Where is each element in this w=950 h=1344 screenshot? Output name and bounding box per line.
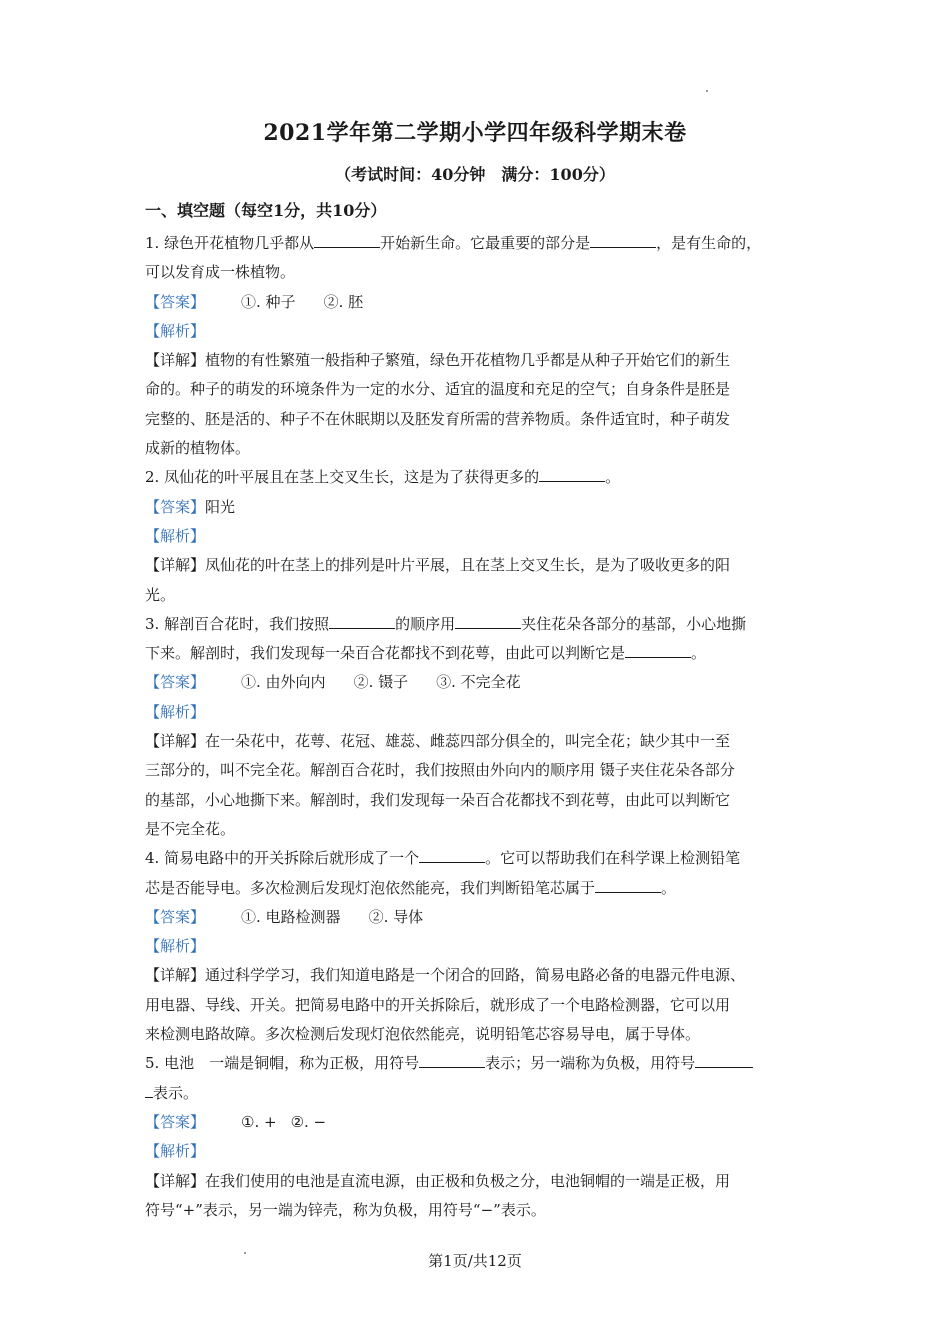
answer-label: 【答案】 bbox=[145, 907, 206, 926]
analysis-row bbox=[145, 932, 810, 961]
detail-line: 来检测电路故障。多次检测后发现灯泡依然能亮，说明铅笔芯容易导电，属于导体。 bbox=[145, 1025, 701, 1044]
question-stem: 下来。解剖时，我们发现每一朵百合花都找不到花萼，由此可以判断它是 。 bbox=[145, 644, 707, 663]
exam-subtitle: （考试时间：40分钟 满分：100分） bbox=[335, 165, 615, 184]
detail-line: 用电器、导线、开关。把简易电路中的开关拆除后，就形成了一个电路检测器，它可以用 bbox=[145, 995, 731, 1014]
answer-item: ②. − bbox=[290, 1112, 327, 1131]
answer-item: ①. 由外向内 bbox=[241, 673, 326, 692]
answer-blank bbox=[539, 467, 605, 482]
analysis-row bbox=[145, 317, 810, 346]
question-stem: 表示。 bbox=[145, 1079, 810, 1108]
analysis-row bbox=[145, 698, 810, 727]
question-4 bbox=[145, 844, 810, 1049]
analysis-row bbox=[145, 522, 810, 551]
question-stem: 1. 绿色开花植物几乎都从 开始新生命。它最重要的部分是 ，是有生命的， bbox=[145, 234, 762, 252]
answer-label: 【答案】 bbox=[145, 1112, 206, 1131]
question-stem: 芯是否能导电。多次检测后发现灯泡依然能亮，我们判断铅笔芯属于 。 bbox=[145, 878, 677, 897]
section-heading: 一、填空题（每空1分，共10分） bbox=[145, 201, 387, 220]
detail-line: 是不完全花。 bbox=[145, 819, 236, 838]
answer-blank bbox=[329, 614, 395, 629]
answer-row bbox=[145, 493, 810, 522]
answer-item: ③. 不完全花 bbox=[436, 673, 521, 692]
detail-line: 命的。种子的萌发的环境条件为一定的水分、适宜的温度和充足的空气；自身条件是胚是 bbox=[145, 380, 731, 399]
answer-item: ①. + bbox=[241, 1112, 277, 1131]
question-2 bbox=[145, 463, 810, 609]
answer-item: 阳光 bbox=[205, 497, 236, 516]
question-stem: 2. 凤仙花的叶平展且在茎上交叉生长，这是为了获得更多的 。 bbox=[145, 468, 621, 487]
question-1 bbox=[145, 229, 810, 463]
question-5 bbox=[145, 1049, 810, 1225]
analysis-label: 【解析】 bbox=[145, 321, 206, 340]
answer-row bbox=[145, 1108, 810, 1137]
detail-label: 【详解】 bbox=[145, 732, 206, 751]
answer-label: 【答案】 bbox=[145, 497, 206, 516]
answer-item: ②. 胚 bbox=[323, 292, 364, 311]
answer-blank bbox=[145, 1083, 153, 1098]
answer-blank bbox=[419, 1053, 485, 1068]
answer-item: ①. 电路检测器 bbox=[241, 907, 341, 926]
detail-line: 【详解】凤仙花的叶在茎上的排列是叶片平展，且在茎上交叉生长，是为了吸收更多的阳 bbox=[145, 556, 731, 575]
answer-blank bbox=[695, 1053, 753, 1068]
answer-label: 【答案】 bbox=[145, 292, 206, 311]
detail-line: 完整的、胚是活的、种子不在休眠期以及胚发育所需的营养物质。条件适宜时，种子萌发 bbox=[145, 409, 731, 428]
detail-line: 符号“+”表示，另一端为锌壳，称为负极，用符号“−”表示。 bbox=[145, 1200, 546, 1219]
detail-line: 三部分的，叫不完全花。解剖百合花时，我们按照由外向内的顺序用 镊子夹住花朵各部分 bbox=[145, 761, 735, 780]
analysis-label: 【解析】 bbox=[145, 1142, 206, 1161]
questions-body bbox=[145, 229, 810, 1225]
answer-item: ①. 种子 bbox=[241, 292, 296, 311]
detail-label: 【详解】 bbox=[145, 1171, 206, 1190]
detail-line: 【详解】植物的有性繁殖一般指种子繁殖，绿色开花植物几乎都是从种子开始它们的新生 bbox=[145, 351, 731, 370]
question-stem: 3. 解剖百合花时，我们按照 的顺序用 夹住花朵各部分的基部，小心地撕 bbox=[145, 614, 747, 633]
answer-blank bbox=[314, 233, 380, 248]
answer-blank bbox=[419, 848, 485, 863]
answer-row bbox=[145, 288, 810, 317]
question-stem: 可以发育成一株植物。 bbox=[145, 263, 296, 282]
answer-item: ②. 导体 bbox=[368, 907, 424, 926]
detail-label: 【详解】 bbox=[145, 556, 206, 575]
answer-blank bbox=[595, 878, 661, 893]
question-stem: 4. 简易电路中的开关拆除后就形成了一个 。它可以帮助我们在科学课上检测铅笔 bbox=[145, 849, 741, 868]
question-stem: 5. 电池 一端是铜帽，称为正极，用符号 表示；另一端称为负极，用符号 bbox=[145, 1049, 810, 1078]
answer-blank bbox=[455, 614, 521, 629]
analysis-row bbox=[145, 1137, 810, 1166]
detail-line: 【详解】在一朵花中，花萼、花冠、雄蕊、雌蕊四部分俱全的，叫完全花；缺少其中一至 bbox=[145, 732, 731, 751]
answer-item: ②. 镊子 bbox=[353, 673, 409, 692]
scan-dot bbox=[706, 90, 708, 92]
analysis-label: 【解析】 bbox=[145, 702, 206, 721]
detail-line: 成新的植物体。 bbox=[145, 439, 251, 458]
answer-blank bbox=[625, 643, 691, 658]
detail-line: 的基部，小心地撕下来。解剖时，我们发现每一朵百合花都找不到花萼，由此可以判断它 bbox=[145, 790, 731, 809]
answer-row bbox=[145, 903, 810, 932]
page-footer: 第1页/共12页 bbox=[428, 1252, 522, 1270]
analysis-label: 【解析】 bbox=[145, 526, 206, 545]
answer-label: 【答案】 bbox=[145, 673, 206, 692]
detail-label: 【详解】 bbox=[145, 351, 206, 370]
detail-line: 【详解】在我们使用的电池是直流电源，由正极和负极之分，电池铜帽的一端是正极，用 bbox=[145, 1171, 731, 1190]
detail-line: 【详解】通过科学学习，我们知道电路是一个闭合的回路，简易电路必备的电器元件电源、 bbox=[145, 966, 746, 985]
answer-blank bbox=[590, 233, 656, 248]
detail-label: 【详解】 bbox=[145, 966, 206, 985]
answer-row bbox=[145, 668, 810, 697]
detail-line: 光。 bbox=[145, 585, 176, 604]
analysis-label: 【解析】 bbox=[145, 937, 206, 956]
question-3 bbox=[145, 610, 810, 844]
exam-title: 2021学年第二学期小学四年级科学期末卷 bbox=[263, 120, 687, 146]
